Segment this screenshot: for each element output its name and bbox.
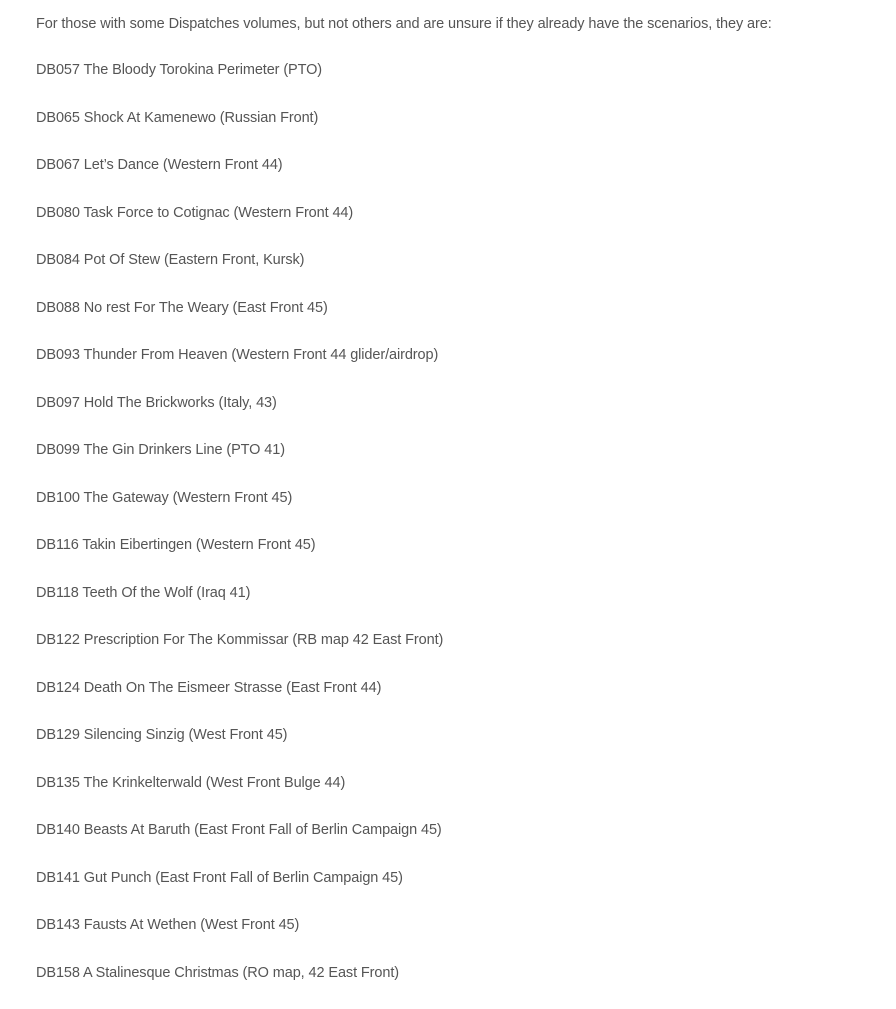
scenario-item: DB118 Teeth Of the Wolf (Iraq 41): [36, 582, 443, 630]
scenario-item: DB143 Fausts At Wethen (West Front 45): [36, 914, 443, 962]
scenario-item: DB084 Pot Of Stew (Eastern Front, Kursk): [36, 249, 443, 297]
scenario-item: DB057 The Bloody Torokina Perimeter (PTO): [36, 59, 443, 107]
scenario-item: DB129 Silencing Sinzig (West Front 45): [36, 724, 443, 772]
scenario-item: DB135 The Krinkelterwald (West Front Bulge 44): [36, 772, 443, 820]
scenario-item: DB141 Gut Punch (East Front Fall of Berlin Campaign 45): [36, 867, 443, 915]
scenario-item: DB093 Thunder From Heaven (Western Front 44 glider/airdrop): [36, 344, 443, 392]
scenario-item: DB088 No rest For The Weary (East Front 45): [36, 297, 443, 345]
intro-paragraph: For those with some Dispatches volumes, but not others and are unsure if they already have the scenarios, they are:: [36, 13, 772, 35]
scenario-item: DB065 Shock At Kamenewo (Russian Front): [36, 107, 443, 155]
scenario-item: DB122 Prescription For The Kommissar (RB map 42 East Front): [36, 629, 443, 677]
scenario-item: DB116 Takin Eibertingen (Western Front 45): [36, 534, 443, 582]
scenario-item: DB097 Hold The Brickworks (Italy, 43): [36, 392, 443, 440]
scenario-item: DB124 Death On The Eismeer Strasse (East Front 44): [36, 677, 443, 725]
scenario-item: DB080 Task Force to Cotignac (Western Front 44): [36, 202, 443, 250]
scenario-list: [36, 59, 443, 1009]
scenario-item: DB099 The Gin Drinkers Line (PTO 41): [36, 439, 443, 487]
scenario-item: DB140 Beasts At Baruth (East Front Fall of Berlin Campaign 45): [36, 819, 443, 867]
scenario-item: DB067 Let’s Dance (Western Front 44): [36, 154, 443, 202]
scenario-item: DB100 The Gateway (Western Front 45): [36, 487, 443, 535]
scenario-item: DB158 A Stalinesque Christmas (RO map, 42 East Front): [36, 962, 443, 1009]
